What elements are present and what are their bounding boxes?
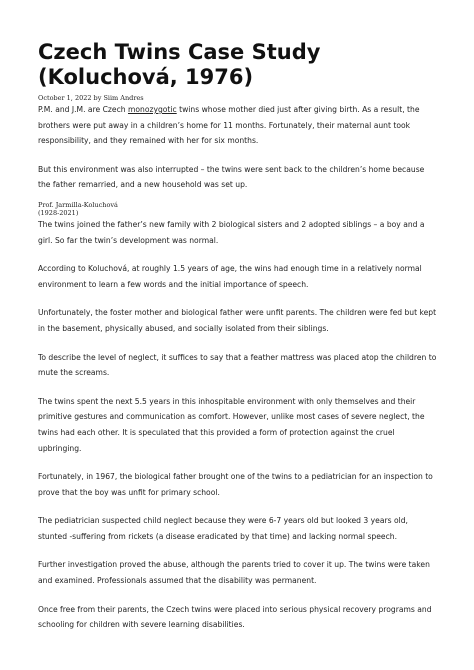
paragraph: Unfortunately, the foster mother and biological father were unfit parents. The children were fed but kept in the basement, physically abused, and socially isolated from their siblings. [38,308,437,333]
image-caption-name: Prof. Jarmilla-Koluchová [38,200,118,209]
paragraph: Fortunately, in 1967, the biological father brought one of the twins to a pediatrician for an inspection to prove that the boy was unfit for primary school. [38,472,433,497]
image-caption-years: (1928-2021) [38,208,79,217]
paragraph-intro [38,102,438,149]
paragraph: Once free from their parents, the Czech twins were placed into serious physical recovery programs and schooling for children with severe learning disabilities. [38,604,432,630]
paragraph: The pediatrician suspected child neglect because they were 6-7 years old but looked 3 years old, stunted -suffering from rickets (a disease eradicated by that time) and lacking normal speech. [38,516,408,541]
byline: October 1, 2022 by Siim Andres [38,94,144,102]
paragraph-environment: But this environment was also interrupted – the twins were sent back to the children’s home because the father remarried, and a new household was set up. [38,164,425,190]
page-title: Czech Twins Case Study (Koluchová, 1976) [38,40,321,89]
paragraph: According to Koluchová, at roughly 1.5 years of age, the wins had enough time in a relatively normal environment to learn a few words and the initial importance of speech. [38,264,422,289]
paragraph-intro-after: twins whose mother died just after giving birth. As a result, the brothers were put away in a children’s home for 11 months. Fortunately, their maternal aunt took responsibility, and they remained with her for six months. [38,105,420,146]
paragraph: The twins spent the next 5.5 years in this inhospitable environment with only themselves and their primitive gestures and communication as comfort. However, unlike most cases of severe neglect, the twins had each other. It is speculated that this provided a form of protection against the cruel upbringing. [38,396,425,453]
paragraph: Further investigation proved the abuse, although the parents tried to cover it up. The twins were taken and examined. Professionals assumed that the disability was permanent. [38,560,430,586]
monozygotic-link[interactable]: monozygotic [127,105,177,114]
image-caption [38,201,438,217]
paragraph-intro-before: P.M. and J.M. are Czech [38,105,128,114]
paragraph: To describe the level of neglect, it suffices to say that a feather mattress was placed atop the children to mute the screams. [38,352,437,378]
paragraph: The twins joined the father’s new family with 2 biological sisters and 2 adopted siblings – a boy and a girl. So far the twin’s development was normal. [38,219,425,245]
